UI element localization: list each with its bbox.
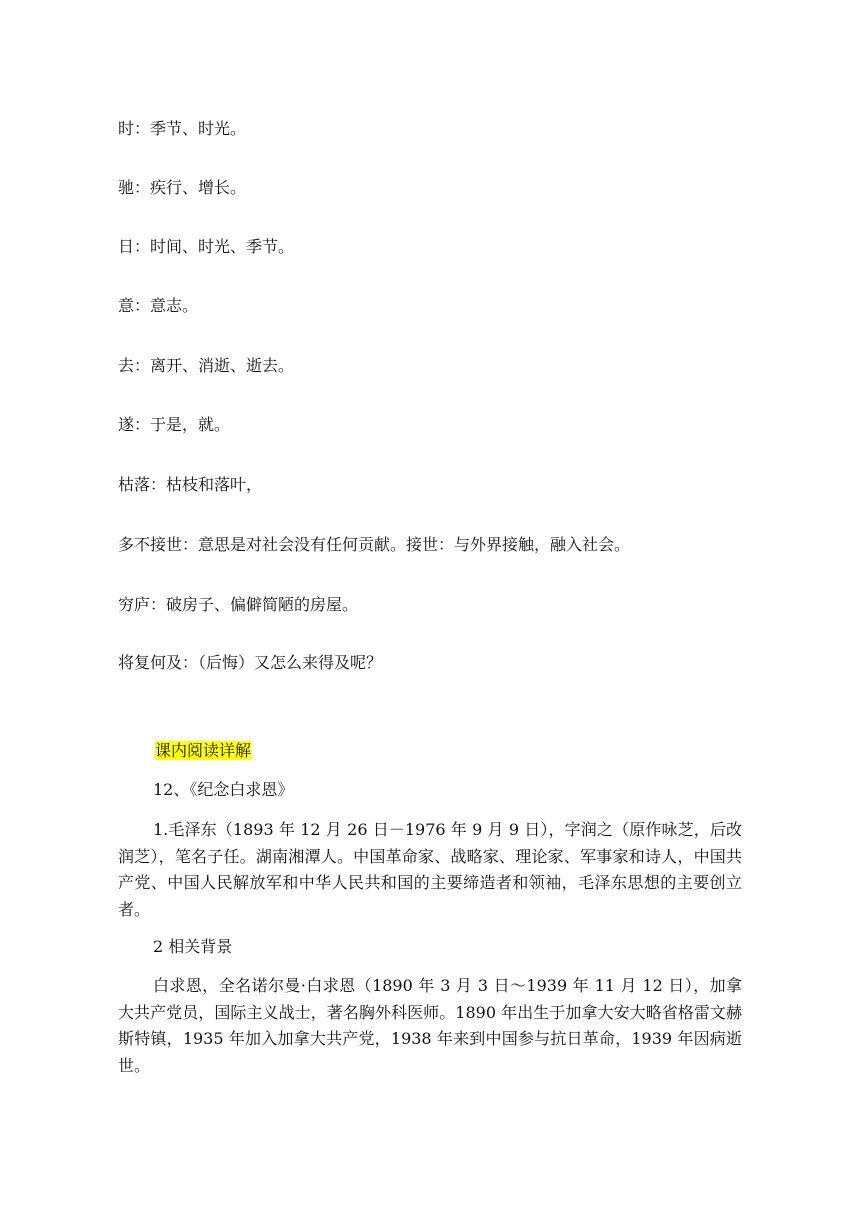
lesson-title: 12、《纪念白求恩》 xyxy=(153,780,294,799)
definition-line: 意：意志。 xyxy=(118,296,199,315)
definition-line: 枯落：枯枝和落叶， xyxy=(118,475,263,494)
author-paragraph: 1.毛泽东（1893 年 12 月 26 日－1976 年 9 月 9 日），字润之（原作咏芝，后改润芝），笔名子任。湖南湘潭人。中国革命家、战略家、理论家、军事家和诗人，中国共产党、中国人民解放军和中华人民共和国的主要缔造者和领袖，毛泽东思想的主要创立者。 xyxy=(118,820,742,919)
definition-line: 穷庐：破房子、偏僻简陋的房屋。 xyxy=(118,595,359,614)
background-paragraph: 白求恩，全名诺尔曼·白求恩（1890 年 3 月 3 日～1939 年 11 月 12 日），加拿大共产党员，国际主义战士，著名胸外科医师。1890 年出生于加拿大安大略省格雷文赫斯特镇，1935 年加入加拿大共产党，1938 年来到中国参与抗日革命，1939 年因病逝世。 xyxy=(118,976,742,1075)
definition-line: 去：离开、消逝、逝去。 xyxy=(118,356,295,375)
background-heading: 2 相关背景 xyxy=(153,937,233,956)
section-title xyxy=(153,738,253,764)
definition-line: 日：时间、时光、季节。 xyxy=(118,237,295,256)
section-title-highlight: 课内阅读详解 xyxy=(155,741,252,760)
definition-line: 遂：于是，就。 xyxy=(118,415,231,434)
definition-line: 多不接世：意思是对社会没有任何贡献。接世：与外界接触，融入社会。 xyxy=(118,535,631,554)
definition-line: 驰：疾行、增长。 xyxy=(118,178,247,197)
definition-line: 时：季节、时光。 xyxy=(118,119,247,138)
definition-line: 将复何及：（后悔）又怎么来得及呢？ xyxy=(118,653,383,672)
